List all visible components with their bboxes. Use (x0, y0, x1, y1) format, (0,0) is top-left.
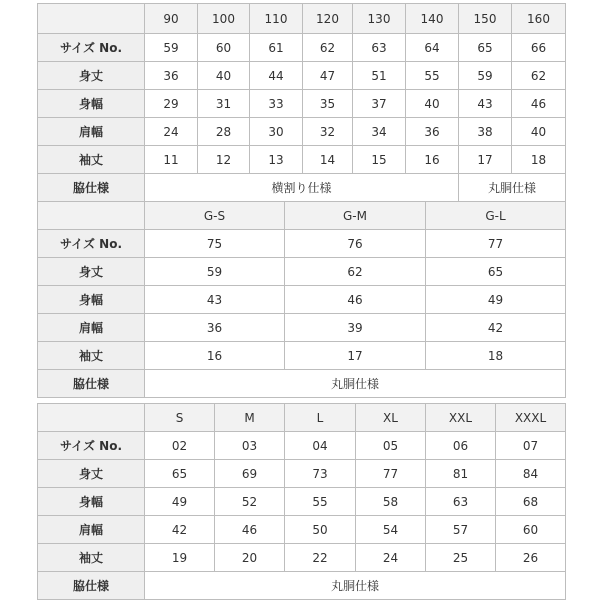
table-cell: 40 (406, 90, 459, 118)
size-header: G-L (426, 202, 566, 230)
size-header: 90 (145, 4, 198, 34)
row-label: 身幅 (38, 286, 145, 314)
table-cell: 50 (285, 516, 356, 544)
table-cell: 25 (426, 544, 496, 572)
table-cell: 59 (145, 34, 198, 62)
row-label: サイズ No. (38, 432, 145, 460)
side-spec-cell: 丸胴仕様 (459, 174, 566, 202)
size-header: XL (356, 404, 426, 432)
table-cell: 40 (198, 62, 250, 90)
table-cell: 62 (285, 258, 426, 286)
table-cell: 16 (145, 342, 285, 370)
row-label: 肩幅 (38, 314, 145, 342)
table-cell: 57 (426, 516, 496, 544)
table-row (38, 460, 566, 488)
table-cell: 28 (198, 118, 250, 146)
size-header: 160 (512, 4, 566, 34)
table-cell: 65 (426, 258, 566, 286)
row-label: 袖丈 (38, 146, 145, 174)
table-cell: 42 (426, 314, 566, 342)
table-row (38, 258, 566, 286)
table-cell: 40 (512, 118, 566, 146)
table-cell: 77 (356, 460, 426, 488)
table-cell: 59 (145, 258, 285, 286)
row-label: 袖丈 (38, 544, 145, 572)
table-cell: 36 (145, 314, 285, 342)
table-cell: 46 (512, 90, 566, 118)
table-cell: 24 (356, 544, 426, 572)
table-cell: 38 (459, 118, 512, 146)
table-cell: 77 (426, 230, 566, 258)
table-cell: 39 (285, 314, 426, 342)
table-cell: 68 (496, 488, 566, 516)
table-cell: 62 (303, 34, 353, 62)
row-label: 脇仕様 (38, 174, 145, 202)
side-spec-cell: 横割り仕様 (145, 174, 459, 202)
row-label: 肩幅 (38, 118, 145, 146)
table-cell: 07 (496, 432, 566, 460)
table-row (38, 432, 566, 460)
table-cell: 55 (406, 62, 459, 90)
row-label: 脇仕様 (38, 370, 145, 398)
size-header: 140 (406, 4, 459, 34)
size-table-adult (37, 403, 566, 600)
table-row (38, 342, 566, 370)
header-row (38, 202, 566, 230)
table-row (38, 314, 566, 342)
row-label: 肩幅 (38, 516, 145, 544)
table-cell: 19 (145, 544, 215, 572)
table-cell: 47 (303, 62, 353, 90)
size-header: XXXL (496, 404, 566, 432)
table-cell: 52 (215, 488, 285, 516)
size-header: G-M (285, 202, 426, 230)
row-label: 身丈 (38, 258, 145, 286)
header-corner (38, 404, 145, 432)
header-row (38, 404, 566, 432)
table-cell: 46 (285, 286, 426, 314)
size-header: 120 (303, 4, 353, 34)
table-cell: 63 (426, 488, 496, 516)
table-cell: 49 (426, 286, 566, 314)
table-row (38, 572, 566, 600)
table-cell: 61 (250, 34, 303, 62)
table-cell: 49 (145, 488, 215, 516)
header-corner (38, 202, 145, 230)
table-cell: 03 (215, 432, 285, 460)
row-label: 身幅 (38, 488, 145, 516)
table-cell: 46 (215, 516, 285, 544)
table-row (38, 488, 566, 516)
table-cell: 43 (145, 286, 285, 314)
size-header: G-S (145, 202, 285, 230)
table-cell: 54 (356, 516, 426, 544)
size-header: 100 (198, 4, 250, 34)
table-cell: 04 (285, 432, 356, 460)
table-row (38, 230, 566, 258)
size-table-g (37, 201, 566, 398)
size-header: L (285, 404, 356, 432)
table-cell: 59 (459, 62, 512, 90)
row-label: サイズ No. (38, 230, 145, 258)
table-cell: 69 (215, 460, 285, 488)
size-header: M (215, 404, 285, 432)
table-row (38, 544, 566, 572)
table-cell: 43 (459, 90, 512, 118)
table-cell: 62 (512, 62, 566, 90)
table-row (38, 174, 566, 202)
table-cell: 17 (285, 342, 426, 370)
size-header: S (145, 404, 215, 432)
row-label: 脇仕様 (38, 572, 145, 600)
table-cell: 18 (426, 342, 566, 370)
table-cell: 35 (303, 90, 353, 118)
table-cell: 13 (250, 146, 303, 174)
table-cell: 20 (215, 544, 285, 572)
table-cell: 12 (198, 146, 250, 174)
table-row (38, 118, 566, 146)
table-cell: 75 (145, 230, 285, 258)
table-cell: 22 (285, 544, 356, 572)
table-cell: 60 (198, 34, 250, 62)
row-label: 身丈 (38, 62, 145, 90)
size-header: 150 (459, 4, 512, 34)
header-corner (38, 4, 145, 34)
table-cell: 32 (303, 118, 353, 146)
table-cell: 36 (406, 118, 459, 146)
table-cell: 58 (356, 488, 426, 516)
table-cell: 26 (496, 544, 566, 572)
table-cell: 37 (353, 90, 406, 118)
table-row (38, 516, 566, 544)
row-label: 身幅 (38, 90, 145, 118)
size-table-kids (37, 3, 566, 202)
header-row (38, 4, 566, 34)
table-cell: 73 (285, 460, 356, 488)
table-cell: 24 (145, 118, 198, 146)
table-cell: 81 (426, 460, 496, 488)
table-row (38, 34, 566, 62)
table-cell: 30 (250, 118, 303, 146)
table-cell: 02 (145, 432, 215, 460)
table-cell: 05 (356, 432, 426, 460)
size-header: 110 (250, 4, 303, 34)
table-cell: 11 (145, 146, 198, 174)
table-cell: 65 (145, 460, 215, 488)
table-cell: 84 (496, 460, 566, 488)
table-cell: 66 (512, 34, 566, 62)
table-cell: 34 (353, 118, 406, 146)
table-cell: 60 (496, 516, 566, 544)
side-spec-cell: 丸胴仕様 (145, 370, 566, 398)
table-cell: 55 (285, 488, 356, 516)
table-cell: 16 (406, 146, 459, 174)
table-cell: 42 (145, 516, 215, 544)
side-spec-cell: 丸胴仕様 (145, 572, 566, 600)
table-cell: 51 (353, 62, 406, 90)
table-cell: 36 (145, 62, 198, 90)
size-header: 130 (353, 4, 406, 34)
table-row (38, 62, 566, 90)
table-cell: 64 (406, 34, 459, 62)
table-cell: 15 (353, 146, 406, 174)
table-cell: 14 (303, 146, 353, 174)
table-row (38, 146, 566, 174)
table-cell: 76 (285, 230, 426, 258)
size-header: XXL (426, 404, 496, 432)
table-cell: 33 (250, 90, 303, 118)
table-cell: 63 (353, 34, 406, 62)
table-cell: 18 (512, 146, 566, 174)
row-label: 身丈 (38, 460, 145, 488)
row-label: 袖丈 (38, 342, 145, 370)
table-cell: 06 (426, 432, 496, 460)
table-cell: 31 (198, 90, 250, 118)
table-row (38, 370, 566, 398)
table-cell: 17 (459, 146, 512, 174)
table-cell: 44 (250, 62, 303, 90)
table-row (38, 90, 566, 118)
table-row (38, 286, 566, 314)
table-cell: 29 (145, 90, 198, 118)
row-label: サイズ No. (38, 34, 145, 62)
table-cell: 65 (459, 34, 512, 62)
